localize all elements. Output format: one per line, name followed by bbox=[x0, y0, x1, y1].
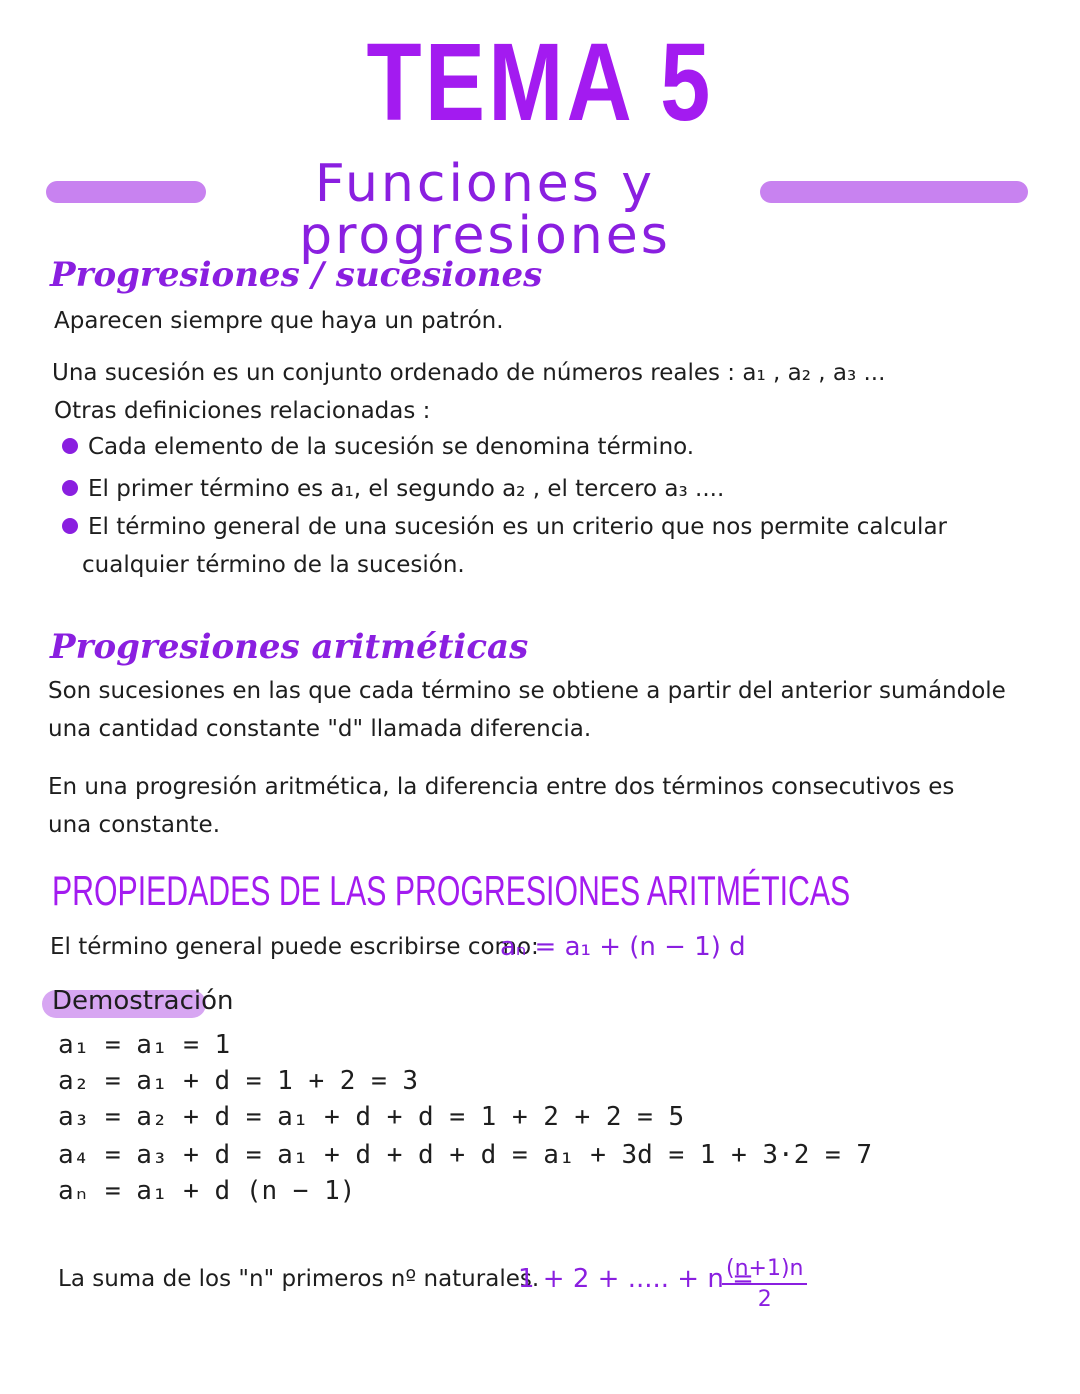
bullet-item bbox=[62, 516, 947, 539]
paragraph-line: Son sucesiones en las que cada término se obtiene a partir del anterior sumándole bbox=[48, 678, 1006, 704]
bullet-text: Cada elemento de la sucesión se denomina término. bbox=[88, 434, 695, 460]
demo-label: Demostración bbox=[52, 986, 234, 1016]
page-subtitle: Funciones y progresiones bbox=[299, 154, 671, 266]
demo-line: a₄ = a₃ + d = a₁ + d + d + d = a₁ + 3d = 1 + 3·2 = 7 bbox=[58, 1140, 872, 1170]
paragraph-line: una constante. bbox=[48, 812, 221, 838]
sum-numerator: (n+1)n bbox=[722, 1256, 807, 1285]
bullet-text: El primer término es a₁, el segundo a₂ , el tercero a₃ .... bbox=[88, 476, 725, 502]
bullet-item bbox=[62, 478, 724, 501]
demo-line: a₁ = a₁ = 1 bbox=[58, 1030, 231, 1060]
subtitle-bar-right bbox=[760, 181, 1028, 203]
section-heading-sucesiones: Progresiones / sucesiones bbox=[50, 255, 543, 295]
demo-line: a₂ = a₁ + d = 1 + 2 = 3 bbox=[58, 1066, 419, 1096]
bullet-icon bbox=[62, 480, 78, 496]
demo-line: a₃ = a₂ + d = a₁ + d + d = 1 + 2 + 2 = 5 bbox=[58, 1102, 685, 1132]
bullet-item bbox=[62, 436, 694, 459]
paragraph-line: una cantidad constante "d" llamada diferencia. bbox=[48, 716, 592, 742]
general-term-text: El término general puede escribirse como: bbox=[50, 934, 539, 960]
bullet-icon bbox=[62, 518, 78, 534]
bullet-icon bbox=[62, 438, 78, 454]
page-title: TEMA 5 bbox=[366, 21, 714, 144]
other-defs-line: Otras definiciones relacionadas : bbox=[54, 398, 431, 424]
bullet-continuation: cualquier término de la sucesión. bbox=[82, 552, 465, 578]
paragraph-line: En una progresión aritmética, la diferencia entre dos términos consecutivos es bbox=[48, 774, 955, 800]
general-term-formula: aₙ = a₁ + (n − 1) d bbox=[500, 932, 746, 962]
sum-formula: 1 + 2 + ..... + n = bbox=[518, 1264, 754, 1294]
sum-fraction bbox=[722, 1256, 807, 1312]
demo-line: aₙ = a₁ + d (n − 1) bbox=[58, 1176, 356, 1206]
bullet-text: El término general de una sucesión es un criterio que nos permite calcular bbox=[88, 514, 947, 540]
sum-text: La suma de los "n" primeros nº naturales. bbox=[58, 1266, 540, 1292]
subtitle-bar-left bbox=[46, 181, 206, 203]
section-heading-propiedades: PROPIEDADES DE LAS PROGRESIONES ARITMÉTICAS bbox=[52, 867, 851, 914]
intro-line: Aparecen siempre que haya un patrón. bbox=[54, 308, 504, 334]
definition-line: Una sucesión es un conjunto ordenado de números reales : a₁ , a₂ , a₃ ... bbox=[52, 360, 886, 386]
sum-denominator: 2 bbox=[757, 1287, 772, 1312]
section-heading-aritmeticas: Progresiones aritméticas bbox=[50, 627, 529, 667]
